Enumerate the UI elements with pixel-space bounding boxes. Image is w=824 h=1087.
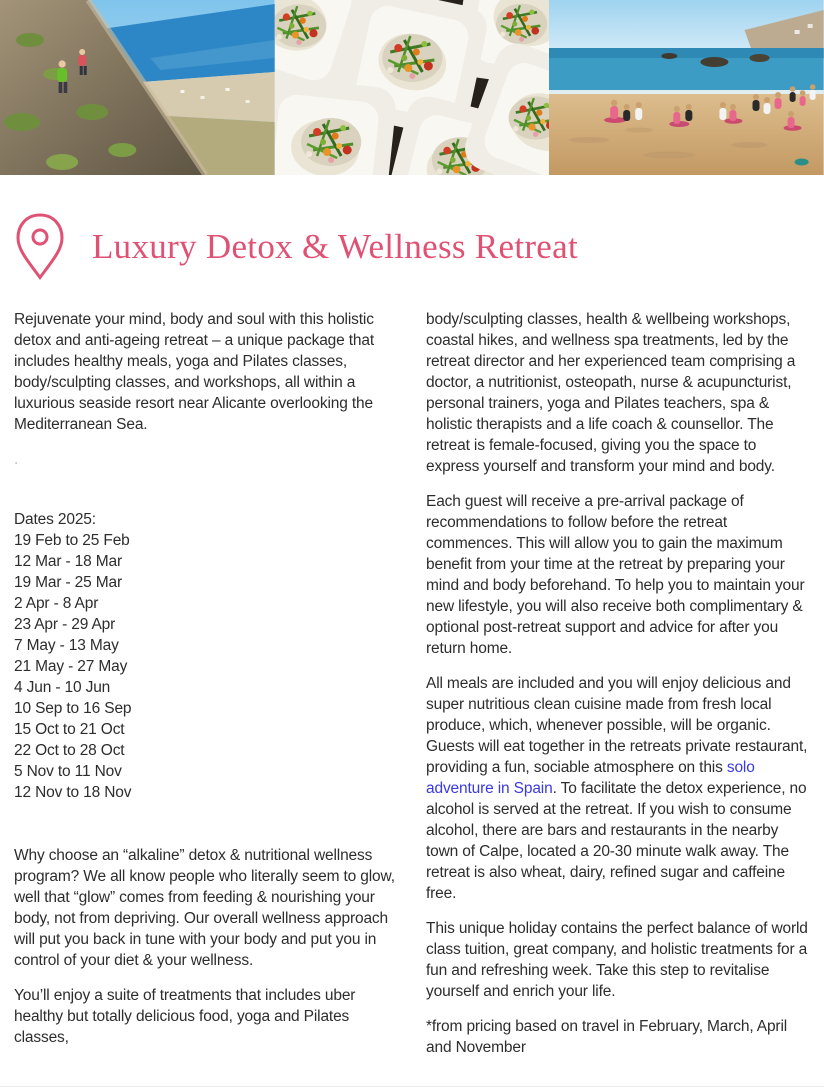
ghost-mark: . bbox=[14, 451, 19, 468]
solo-adventure-link[interactable]: solo adventure in Spain bbox=[426, 759, 755, 797]
date-item: 19 Feb to 25 Feb bbox=[14, 532, 130, 549]
pre-arrival-paragraph: Each guest will receive a pre-arrival package of recommendations to follow before the retreat commences. This will allow you to gain the maximum benefit from your time at the retreat by preparing your mind and body beforehand. To help you to maintain your new lifestyle, you will also receive both complimentary & optional post-retreat support and advice for after you return home. bbox=[426, 493, 805, 657]
balance-paragraph: This unique holiday contains the perfect balance of world class tuition, great company, and holistic treatments for a fun and refreshing week. Take this step to revitalise yourself and enrich your life. bbox=[426, 920, 808, 1000]
right-column bbox=[426, 309, 810, 1072]
title-row bbox=[14, 211, 810, 283]
meals-text-before-link: All meals are included and you will enjoy delicious and super nutritious clean cuisine made from fresh local produce, which, whenever possible, will be organic. Guests will eat together in the retreats private restaurant, providing a fun, sociable atmosphere on this bbox=[426, 675, 808, 776]
hero-photo-coastal-hike bbox=[0, 0, 275, 175]
date-item: 15 Oct to 21 Oct bbox=[14, 721, 125, 738]
pricing-note: *from pricing based on travel in February, March, April and November bbox=[426, 1018, 788, 1056]
left-column bbox=[14, 309, 398, 1072]
dates-section bbox=[14, 509, 398, 803]
meals-text-after-link: . To facilitate the detox experience, no alcohol is served at the retreat. If you wish to consume alcohol, there are bars and restaurants in the nearby town of Calpe, located a 20-30 minute walk away. The retreat is also wheat, dairy, refined sugar and caffeine free. bbox=[426, 780, 807, 902]
date-item: 4 Jun - 10 Jun bbox=[14, 679, 111, 696]
dates-list bbox=[14, 530, 398, 803]
beach-yoga-illustration bbox=[549, 0, 824, 175]
location-pin-icon bbox=[14, 211, 66, 283]
date-item: 12 Mar - 18 Mar bbox=[14, 553, 123, 570]
hero-photo-healthy-food bbox=[275, 0, 550, 175]
enjoy-paragraph: You’ll enjoy a suite of treatments that includes uber healthy but totally delicious food, yoga and Pilates classes, bbox=[14, 987, 356, 1046]
date-item: 10 Sep to 16 Sep bbox=[14, 700, 132, 717]
hero-photo-beach-yoga bbox=[549, 0, 824, 175]
date-item: 19 Mar - 25 Mar bbox=[14, 574, 123, 591]
why-choose-paragraph: Why choose an “alkaline” detox & nutritional wellness program? We all know people who literally seem to glow, well that “glow” comes from feeding & nourishing your body, not from depriving. Our overall wellness approach will put you back in tune with your body and put you in control of your diet & your wellness. bbox=[14, 847, 395, 969]
date-item: 23 Apr - 29 Apr bbox=[14, 616, 116, 633]
date-item: 21 May - 27 May bbox=[14, 658, 128, 675]
content-columns bbox=[0, 309, 824, 1080]
date-item: 5 Nov to 11 Nov bbox=[14, 763, 122, 780]
hero-gallery bbox=[0, 0, 824, 175]
page-title: Luxury Detox & Wellness Retreat bbox=[92, 227, 579, 266]
coastal-hike-illustration bbox=[0, 0, 275, 175]
meals-paragraph bbox=[426, 673, 810, 904]
dates-heading: Dates 2025: bbox=[14, 511, 96, 528]
intro-paragraph: Rejuvenate your mind, body and soul with this holistic detox and anti-ageing retreat – a unique package that includes healthy meals, yoga and Pilates classes, body/sculpting classes, and workshops, all within a luxurious seaside resort near Alicante overlooking the Mediterranean Sea. bbox=[14, 311, 375, 433]
date-item: 7 May - 13 May bbox=[14, 637, 119, 654]
healthy-food-illustration bbox=[275, 0, 550, 175]
date-item: 2 Apr - 8 Apr bbox=[14, 595, 99, 612]
date-item: 22 Oct to 28 Oct bbox=[14, 742, 125, 759]
team-paragraph: body/sculpting classes, health & wellbeing workshops, coastal hikes, and wellness spa treatments, led by the retreat director and her experienced team comprising a doctor, a nutritionist, osteopath, nurse & acupuncturist, personal trainers, yoga and Pilates teachers, spa & holistic therapists and a life coach & counsellor. The retreat is female-focused, giving you the space to express yourself and transform your mind and body. bbox=[426, 311, 796, 475]
date-item: 12 Nov to 18 Nov bbox=[14, 784, 132, 801]
